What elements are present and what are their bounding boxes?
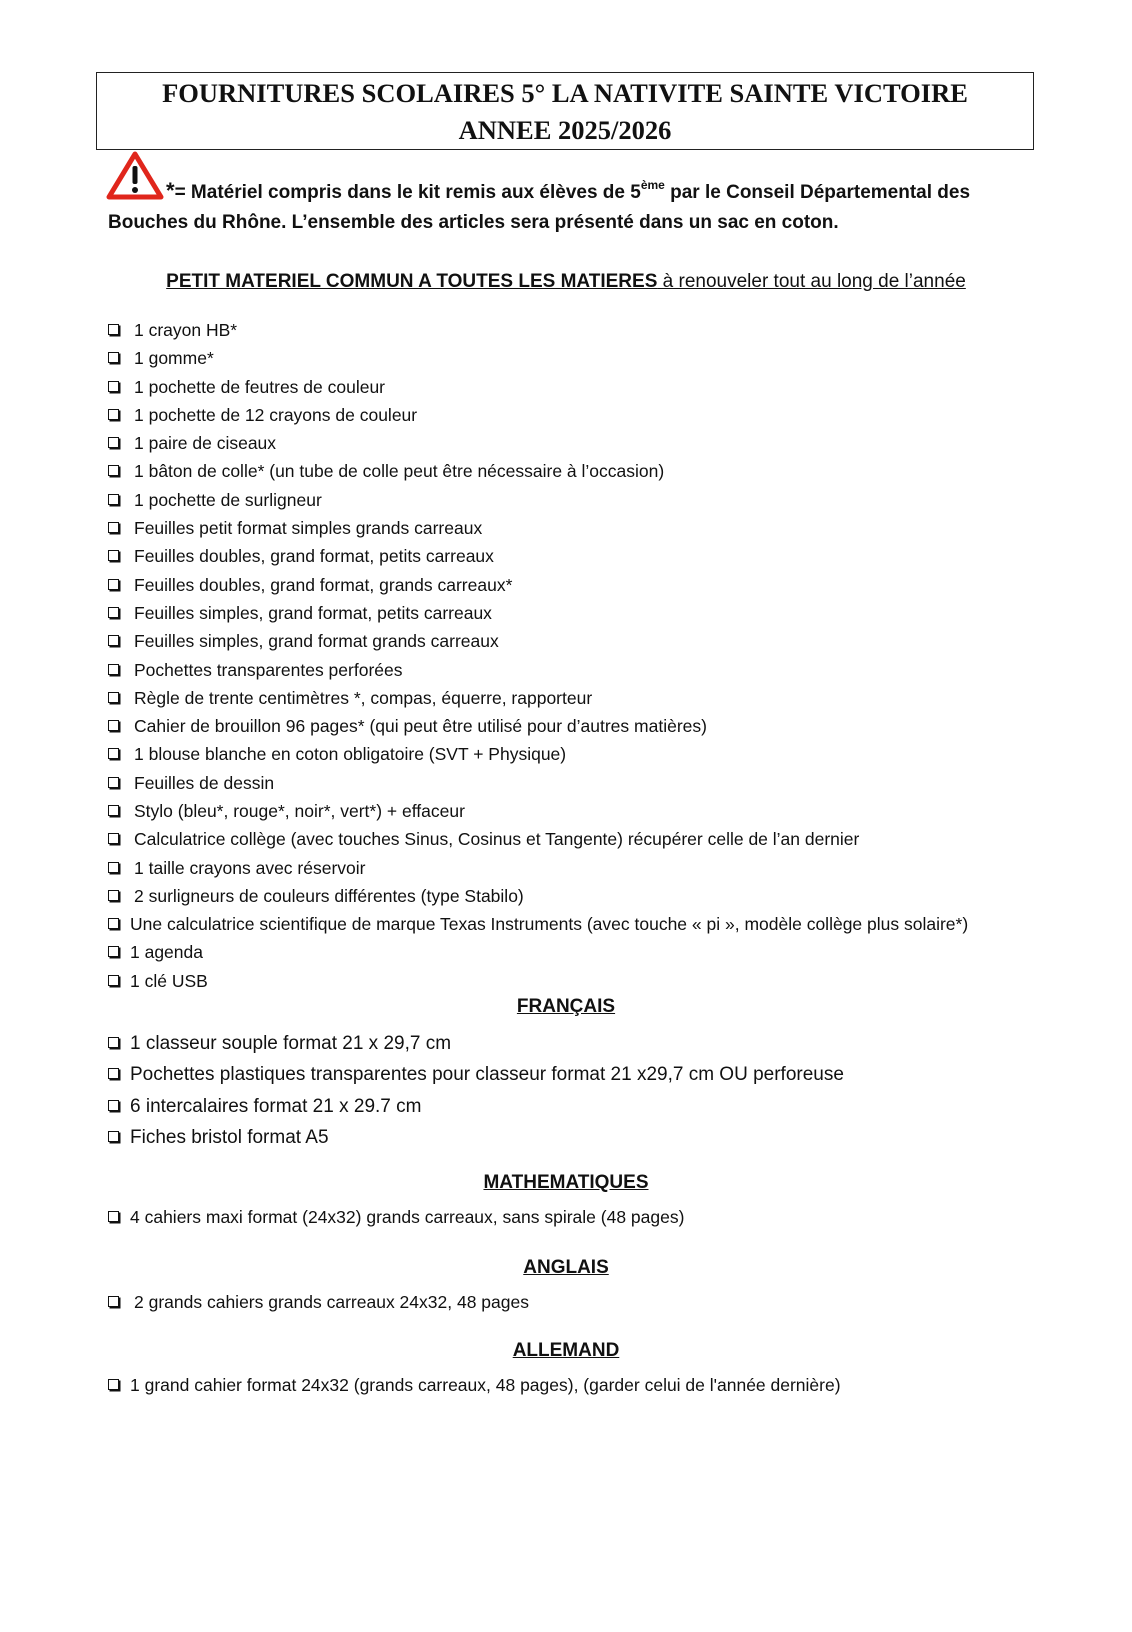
checkbox-icon[interactable] [108,409,119,420]
checklist-item [108,542,859,570]
checklist-item-label: 1 crayon HB* [134,320,238,340]
checkbox-icon[interactable] [108,635,119,646]
checklist-item [108,373,859,401]
checklist-item-label: 4 cahiers maxi format (24x32) grands carreaux, sans spirale (48 pages) [130,1207,685,1227]
checklist-item [108,1091,844,1122]
checklist-item-label: 1 pochette de surligneur [134,489,322,510]
checklist-item [108,656,859,684]
checkbox-icon[interactable] [108,324,119,335]
checklist-item [108,1059,844,1090]
checkbox-icon[interactable] [108,777,119,788]
notice-line-1: *= Matériel compris dans le kit remis aux élèves de 5ème par le Conseil Départemental des [166,178,971,203]
allemand-list [108,1370,841,1400]
checklist-item [108,854,859,882]
checklist-item-label: 1 agenda [130,942,203,963]
checklist-item-label: 1 pochette de 12 crayons de couleur [134,404,418,425]
checklist-item [108,910,968,938]
checklist-item [108,740,859,768]
checklist-item-label: 2 grands cahiers grands carreaux 24x32, 48 pages [134,1292,529,1312]
checklist-item [108,938,968,966]
checklist-item-label: Pochettes plastiques transparentes pour classeur format 21 x29,7 cm OU perforeuse [130,1064,844,1086]
checklist-item [108,1028,844,1059]
common-material-list [108,316,859,910]
checklist-item-label: Fiches bristol format A5 [130,1126,329,1148]
checkbox-icon[interactable] [108,1131,119,1142]
checkbox-icon[interactable] [108,833,119,844]
checkbox-icon[interactable] [108,607,119,618]
checkbox-icon[interactable] [108,1379,119,1390]
checkbox-icon[interactable] [108,805,119,816]
checklist-item-label: 2 surligneurs de couleurs différentes (type Stabilo) [134,885,524,906]
checklist-item [108,712,859,740]
checklist-item [108,457,859,485]
checkbox-icon[interactable] [108,720,119,731]
checklist-item-label: 1 clé USB [130,970,208,991]
checklist-item [108,797,859,825]
checklist-item-label: Feuilles simples, grand format, petits carreaux [134,602,492,623]
checkbox-icon[interactable] [108,522,119,533]
checklist-item-label: Feuilles simples, grand format grands carreaux [134,631,499,652]
checkbox-icon[interactable] [108,494,119,505]
checklist-item-label: 1 blouse blanche en coton obligatoire (SVT + Physique) [134,744,567,765]
checklist-item [108,882,859,910]
checkbox-icon[interactable] [108,748,119,759]
checkbox-icon[interactable] [108,918,119,929]
checkbox-icon[interactable] [108,890,119,901]
checkbox-icon[interactable] [108,1100,119,1111]
checkbox-icon[interactable] [108,579,119,590]
checklist-item [108,1370,841,1400]
checklist-item-label: Pochettes transparentes perforées [134,659,403,680]
heading-maths: MATHEMATIQUES [483,1172,649,1193]
checklist-item-label: 1 paire de ciseaux [134,433,277,454]
checklist-item [108,684,859,712]
warning-triangle-icon [106,151,164,201]
checklist-item-label: 1 bâton de colle* (un tube de colle peut être nécessaire à l’occasion) [134,461,665,482]
checklist-item [108,825,859,853]
notice-star: * [166,178,175,203]
checkbox-icon[interactable] [108,437,119,448]
checkbox-icon[interactable] [108,465,119,476]
checklist-item [108,514,859,542]
checklist-item-label: Feuilles petit format simples grands carreaux [134,518,483,539]
checklist-item [108,486,859,514]
checkbox-icon[interactable] [108,381,119,392]
maths-list [108,1202,684,1232]
checklist-item [108,401,859,429]
checklist-item [108,316,859,344]
checkbox-icon[interactable] [108,1037,119,1048]
checklist-item-label: Feuilles doubles, grand format, grands carreaux* [134,574,513,595]
common-material-list-extra [108,910,968,995]
francais-list [108,1028,844,1153]
checklist-item-label: Feuilles de dessin [134,772,275,793]
checklist-item [108,599,859,627]
checkbox-icon[interactable] [108,1211,119,1222]
anglais-list [108,1287,529,1317]
checklist-item-label: Feuilles doubles, grand format, petits carreaux [134,546,494,567]
checklist-item [108,1287,529,1317]
checklist-item-label: 6 intercalaires format 21 x 29.7 cm [130,1095,422,1117]
checklist-item-label: Règle de trente centimètres *, compas, équerre, rapporteur [134,687,593,708]
checklist-item-label: 1 grand cahier format 24x32 (grands carreaux, 48 pages), (garder celui de l'année dernière) [130,1375,841,1395]
checkbox-icon[interactable] [108,664,119,675]
checklist-item [108,344,859,372]
checklist-item-label: Stylo (bleu*, rouge*, noir*, vert*) + effaceur [134,801,465,822]
checklist-item [108,571,859,599]
checkbox-icon[interactable] [108,550,119,561]
checklist-item-label: 1 taille crayons avec réservoir [134,857,366,878]
checkbox-icon[interactable] [108,975,119,986]
checklist-item [108,429,859,457]
checklist-item-label: 1 pochette de feutres de couleur [134,376,386,397]
checklist-item [108,1122,844,1153]
heading-anglais: ANGLAIS [523,1257,609,1278]
checkbox-icon[interactable] [108,1296,119,1307]
checkbox-icon[interactable] [108,1068,119,1079]
checkbox-icon[interactable] [108,862,119,873]
title-line-2: ANNEE 2025/2026 [458,115,672,145]
checklist-item-label: 1 classeur souple format 21 x 29,7 cm [130,1033,452,1054]
notice-line-2: Bouches du Rhône. L’ensemble des articles sera présenté dans un sac en coton. [108,212,839,233]
checklist-item-label: Cahier de brouillon 96 pages* (qui peut être utilisé pour d’autres matières) [134,716,707,737]
checklist-item [108,1202,684,1232]
checklist-item-label: Calculatrice collège (avec touches Sinus, Cosinus et Tangente) récupérer celle de l’an dernier [134,829,860,850]
title-line-1: FOURNITURES SCOLAIRES 5° LA NATIVITE SAINTE VICTOIRE [162,78,968,108]
heading-francais: FRANÇAIS [516,996,616,1017]
checklist-item [108,769,859,797]
title-box [96,72,1034,150]
checkbox-icon[interactable] [108,692,119,703]
checklist-item [108,627,859,655]
checklist-item-label: 1 gomme* [134,348,214,369]
checkbox-icon[interactable] [108,352,119,363]
checkbox-icon[interactable] [108,946,119,957]
heading-allemand: ALLEMAND [512,1340,620,1361]
heading-common-material: PETIT MATERIEL COMMUN A TOUTES LES MATIERES à renouveler tout au long de l’année [166,271,966,292]
checklist-item [108,967,968,995]
checklist-item-label: Une calculatrice scientifique de marque Texas Instruments (avec touche « pi », modèle collège plus solaire*) [130,914,969,934]
